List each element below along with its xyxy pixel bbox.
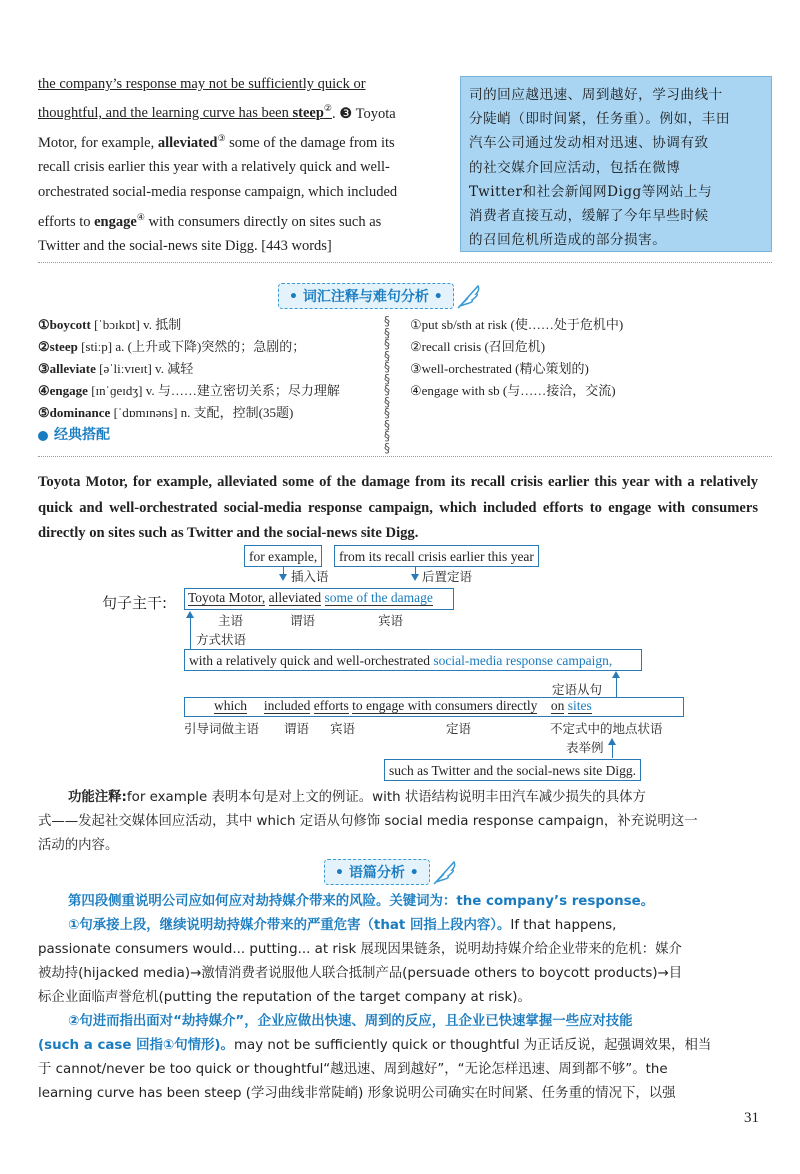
- on-label: 不定式中的地点状语: [550, 721, 663, 736]
- to-engage-label: 定语: [446, 721, 472, 736]
- phrase-item: ①put sb/sth at risk (使……处于危机中): [410, 317, 624, 332]
- translation-line: Twitter和社会新闻网Digg等网站上与: [469, 183, 713, 200]
- arrow-down-icon: [411, 574, 419, 581]
- passage-text: Motor, for example,: [38, 134, 158, 151]
- vocab-word: steep: [292, 105, 324, 122]
- arrow-down-icon: [279, 574, 287, 581]
- passage-text: thoughtful, and the learning curve has been: [38, 105, 293, 122]
- passage-text: efforts to: [38, 213, 95, 230]
- such-as-box: such as Twitter and the social-news site Digg.: [384, 759, 641, 781]
- discourse-text: 标企业面临声誉危机(putting the reputation of the target company at risk)。: [38, 990, 531, 1005]
- vocab-banner: [278, 282, 484, 310]
- passage-line: [38, 97, 448, 126]
- phrase-item: ④engage with sb (与……接洽，交流): [410, 383, 616, 398]
- arrow-line: [190, 617, 191, 649]
- function-note-text: for example 表明本句是对上文的例证。with 状语结构说明丰田汽车减少损失的具体方: [126, 790, 646, 805]
- classic-label: 经典搭配: [54, 427, 110, 443]
- quill-pen-icon: [430, 858, 460, 886]
- discourse-p2: [68, 914, 778, 939]
- vocab-headword: ④engage: [38, 383, 88, 398]
- to-engage-phrase: to engage with consumers directly: [352, 698, 538, 713]
- passage-line: [38, 205, 448, 234]
- divider: [38, 456, 772, 457]
- discourse-highlight: (such a case 回指①句情形)。: [38, 1038, 234, 1053]
- passage-line: orchestrated social-media response campaign, which included: [38, 184, 398, 201]
- arrow-line: [612, 744, 613, 758]
- arrow-up-icon: [612, 671, 620, 678]
- discourse-text: If that happens,: [510, 918, 617, 933]
- vocab-headword: ②steep: [38, 339, 78, 354]
- passage-text: . ❸ Toyota: [331, 105, 396, 122]
- discourse-text: learning curve has been steep (学习曲线非常陡峭) 形象说明公司确实在时间紧、任务重的情况下，以强: [38, 1086, 676, 1101]
- zigzag-divider: § § § § § § § § § § § §: [384, 314, 390, 455]
- subject: Toyota Motor,: [188, 590, 266, 605]
- divider: [38, 262, 772, 263]
- which-word: which: [214, 698, 247, 713]
- passage-line: recall crisis earlier this year with a relatively quick and well-: [38, 159, 390, 176]
- quill-pen-icon: [454, 282, 484, 310]
- function-note-text: 式——发起社交媒体回应活动，其中 which 定语从句修饰 social media response campaign，补充说明这一: [38, 814, 698, 829]
- post-attr-label: 后置定语: [422, 569, 473, 584]
- arrow-up-icon: [186, 611, 194, 618]
- vocab-word: alleviated: [157, 134, 218, 151]
- included-label: 谓语: [284, 721, 310, 736]
- efforts-label: 宾语: [330, 721, 356, 736]
- example-label: 表举例: [566, 740, 604, 755]
- efforts-word: efforts: [313, 698, 349, 713]
- note-mark: ③: [217, 133, 226, 144]
- function-note: [68, 786, 768, 811]
- on-word: on: [550, 698, 565, 713]
- bullet-dot-icon: [38, 431, 48, 441]
- arrow-up-icon: [608, 738, 616, 745]
- discourse-p3: [68, 1010, 778, 1035]
- main-clause-text: [188, 590, 433, 606]
- insert-label: 插入语: [291, 569, 329, 584]
- translation-line: 的社交媒介回应活动，包括在微博: [469, 159, 681, 176]
- discourse-banner: [324, 858, 460, 886]
- classic-collocations: [38, 424, 378, 446]
- translation-line: 的召回危机所造成的部分损害。: [469, 232, 667, 249]
- discourse-highlight: ①句承接上段，继续说明劫持媒介带来的严重危害（that 回指上段内容）。: [68, 918, 511, 933]
- function-note-text: 活动的内容。: [38, 838, 119, 853]
- for-example-box: for example,: [244, 545, 322, 567]
- passage-text: with consumers directly on sites such as: [144, 213, 382, 230]
- from-recall-box: from its recall crisis earlier this year: [334, 545, 539, 567]
- discourse-text: may not be sufficiently quick or thoughtful 为正话反说，起强调效果，相当: [233, 1038, 712, 1053]
- which-label: 引导词做主语: [184, 721, 260, 736]
- vocab-headword: ③alleviate: [38, 361, 96, 376]
- vocab-list: [38, 314, 378, 446]
- translation-line: 司的回应越迅速、周到越好，学习曲线十: [469, 87, 723, 103]
- discourse-p1: [68, 890, 768, 915]
- passage: [38, 72, 448, 259]
- passage-text: some of the damage from its: [225, 134, 395, 151]
- translation-line: 消费者直接互动，缓解了今年早些时候: [469, 208, 709, 225]
- vocab-gloss: [ˈbɔɪkɒt] v. 抵制: [90, 317, 182, 332]
- sites-word: sites: [567, 698, 592, 713]
- phrase-list: [410, 314, 770, 402]
- discourse-highlight: ②句进而指出面对“劫持媒介”，企业应做出快速、周到的反应，且企业已快速掌握一些应对技能: [68, 1014, 633, 1029]
- vocab-word: engage: [94, 213, 137, 230]
- object-label: 宾语: [378, 613, 404, 628]
- verb-label: 谓语: [290, 613, 316, 628]
- translation-line: 汽车公司通过发动相对迅速、协调有致: [469, 135, 709, 152]
- manner-adverbial-label: 方式状语: [196, 632, 247, 647]
- vocab-banner-title: • 词汇注释与难句分析 •: [278, 283, 454, 309]
- vocab-gloss: [stiːp] a. (上升或下降)突然的；急剧的；: [77, 339, 306, 354]
- vocab-gloss: [ˈdɒmɪnəns] n. 支配，控制(35题): [110, 405, 294, 420]
- main-clause-label: 句子主干:: [102, 594, 168, 612]
- discourse-banner-title: • 语篇分析 •: [324, 859, 430, 885]
- vocab-gloss: [əˈliːvɪeɪt] v. 减轻: [95, 361, 194, 376]
- campaign-text: social-media response campaign,: [433, 653, 613, 668]
- vocab-headword: ⑤dominance: [38, 405, 111, 420]
- with-phrase-text: with a relatively quick and well-orchestrated: [189, 653, 434, 668]
- vocab-item: [38, 314, 378, 336]
- discourse-p3-line: [38, 1034, 778, 1059]
- attr-clause-label: 定语从句: [552, 682, 603, 697]
- subject-label: 主语: [218, 613, 244, 628]
- note-mark: ②: [323, 103, 332, 114]
- passage-line: Twitter and the social-news site Digg. [443 words]: [38, 238, 332, 255]
- vocab-item: [38, 402, 378, 424]
- vocab-item: [38, 358, 378, 380]
- vocab-item: [38, 380, 378, 402]
- included-word: included: [263, 698, 311, 713]
- function-note-title: 功能注释:: [68, 790, 127, 805]
- passage-line: the company’s response may not be sufficiently quick or: [38, 76, 366, 92]
- note-mark: ④: [136, 211, 145, 222]
- which-clause-text: [214, 698, 592, 714]
- vocab-gloss: [ɪnˈɡeɪdʒ] v. 与……建立密切关系；尽力理解: [87, 383, 340, 398]
- discourse-text: passionate consumers would... putting... at risk 展现因果链条，说明劫持媒介给企业带来的危机：媒介: [38, 942, 682, 957]
- vocab-item: [38, 336, 378, 358]
- analyzed-sentence: Toyota Motor, for example, alleviated some of the damage from its recall crisis earlier this year with a relatively quick and well-orchestrated social-media response campaign, which included efforts to engage with consumers directly on sites such as Twitter and the social-news site Digg.: [38, 474, 758, 541]
- vocab-headword: ①boycott: [38, 317, 91, 332]
- arrow-line: [616, 677, 617, 697]
- page-number: 31: [744, 1110, 759, 1126]
- discourse-text: 第四段侧重说明公司应如何应对劫持媒介带来的风险。关键词为：the company’s response。: [68, 894, 655, 909]
- with-phrase-box: [184, 649, 642, 671]
- discourse-text: 被劫持(hijacked media)→激情消费者说服他人联合抵制产品(persuade others to boycott products)→目: [38, 966, 683, 981]
- phrase-item: ③well-orchestrated (精心策划的): [410, 361, 589, 376]
- passage-line: [38, 126, 448, 155]
- phrase-item: ②recall crisis (召回危机): [410, 339, 546, 354]
- translation-line: 分陡峭（即时间紧，任务重）。例如，丰田: [469, 111, 730, 128]
- discourse-text: 于 cannot/never be too quick or thoughtful“越迅速、周到越好”，“无论怎样迅速、周到都不够”。the: [38, 1062, 668, 1077]
- verb: alleviated: [268, 590, 322, 605]
- object: some of the damage: [324, 590, 433, 605]
- translation-box: [460, 76, 772, 252]
